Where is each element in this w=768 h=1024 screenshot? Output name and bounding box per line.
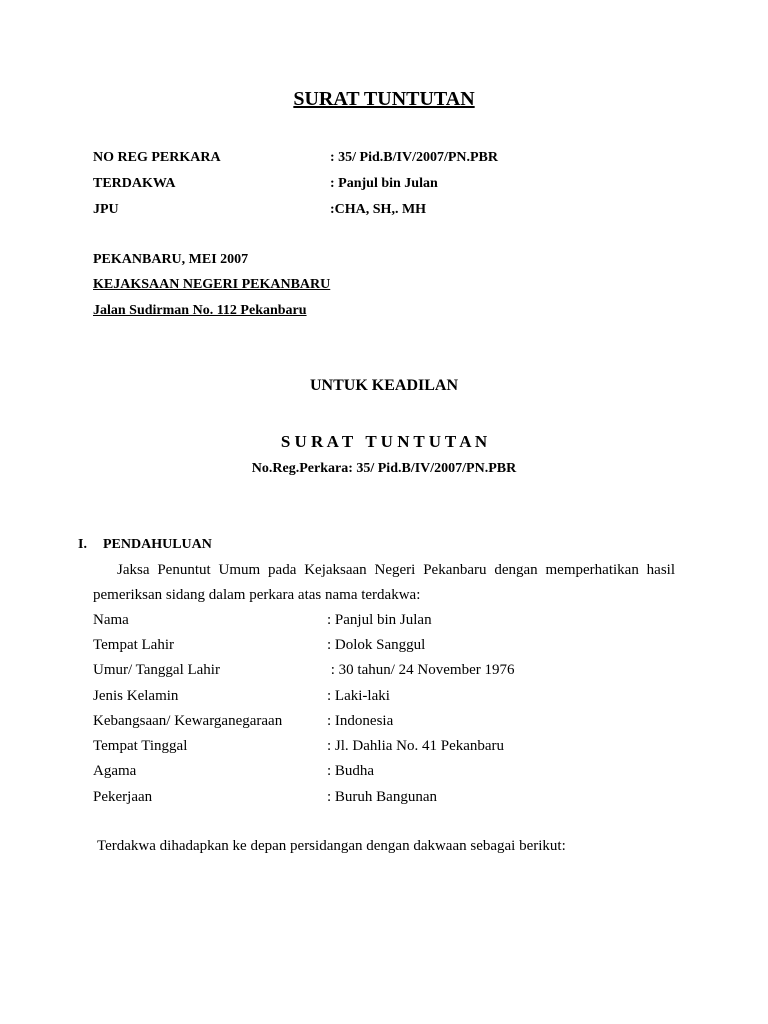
spaced-title: S U R A T T U N T U T A N xyxy=(280,432,488,451)
reg-line: No.Reg.Perkara: 35/ Pid.B/IV/2007/PN.PBR xyxy=(251,461,517,476)
identity-label: Agama xyxy=(93,763,137,779)
identity-value: : Buruh Bangunan xyxy=(327,789,437,805)
identity-label: Tempat Lahir xyxy=(93,637,174,653)
place-date: PEKANBARU, MEI 2007 xyxy=(93,252,249,267)
identity-value: : Laki-laki xyxy=(327,688,390,704)
identity-value: : Dolok Sanggul xyxy=(327,637,426,653)
header-label-terdakwa: TERDAKWA xyxy=(93,176,176,191)
section-heading: PENDAHULUAN xyxy=(103,537,212,552)
identity-label: Kebangsaan/ Kewarganegaraan xyxy=(93,713,283,729)
header-label-jpu: JPU xyxy=(93,202,119,217)
identity-value: : 30 tahun/ 24 November 1976 xyxy=(327,662,515,678)
office-name: KEJAKSAAN NEGERI PEKANBARU xyxy=(93,277,331,292)
motto: UNTUK KEADILAN xyxy=(309,377,458,394)
identity-value: : Jl. Dahlia No. 41 Pekanbaru xyxy=(327,738,505,754)
identity-label: Nama xyxy=(93,612,129,628)
identity-value: : Indonesia xyxy=(327,713,394,729)
header-value-terdakwa: : Panjul bin Julan xyxy=(330,176,438,191)
office-address: Jalan Sudirman No. 112 Pekanbaru xyxy=(93,303,307,318)
intro-paragraph-line2: pemeriksan sidang dalam perkara atas nama terdakwa: xyxy=(93,587,421,603)
intro-paragraph-line1: Jaksa Penuntut Umum pada Kejaksaan Negeri Pekanbaru dengan memperhatikan hasil xyxy=(117,562,675,578)
identity-label: Umur/ Tanggal Lahir xyxy=(93,662,220,678)
document-title: SURAT TUNTUTAN xyxy=(293,88,475,110)
identity-value: : Budha xyxy=(327,763,375,779)
section-number: I. xyxy=(78,537,87,552)
closing-sentence: Terdakwa dihadapkan ke depan persidangan dengan dakwaan sebagai berikut: xyxy=(97,838,566,854)
identity-label: Jenis Kelamin xyxy=(93,688,179,704)
identity-label: Tempat Tinggal xyxy=(93,738,188,754)
identity-label: Pekerjaan xyxy=(93,789,153,805)
header-value-reg: : 35/ Pid.B/IV/2007/PN.PBR xyxy=(330,150,499,165)
header-label-reg: NO REG PERKARA xyxy=(93,150,221,165)
identity-value: : Panjul bin Julan xyxy=(327,612,432,628)
header-value-jpu: :CHA, SH,. MH xyxy=(330,202,427,217)
